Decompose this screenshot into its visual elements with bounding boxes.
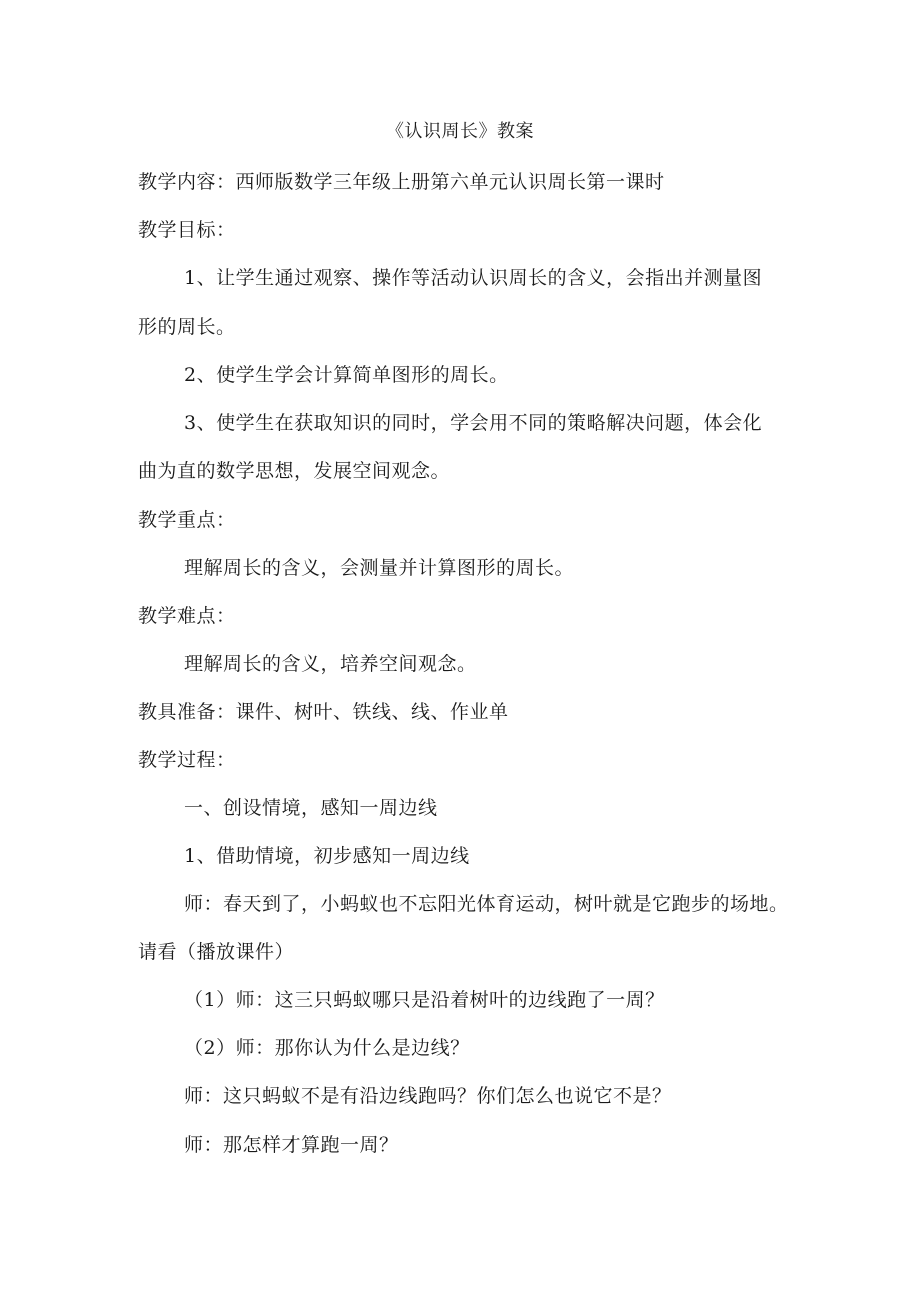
difficulty-text: 理解周长的含义，培养空间观念。: [184, 653, 477, 675]
teacher-line-2: 请看（播放课件）: [138, 941, 295, 963]
teacher-line-1: 师：春天到了，小蚂蚁也不忘阳光体育运动，树叶就是它跑步的场地。: [184, 893, 789, 915]
document-title: 《认识周长》教案: [386, 121, 534, 142]
key-point-heading: 教学重点：: [138, 509, 236, 531]
goal-3-line-2: 曲为直的数学思想，发展空间观念。: [138, 460, 451, 482]
goal-1-line-1: 1、让学生通过观察、操作等活动认识周长的含义，会指出并测量图: [184, 267, 763, 289]
process-heading: 教学过程：: [138, 749, 236, 771]
section-1-heading: 一、创设情境，感知一周边线: [184, 797, 438, 819]
question-4: 师：那怎样才算跑一周？: [184, 1134, 399, 1156]
goal-2: 2、使学生学会计算简单图形的周长。: [184, 364, 509, 386]
question-3: 师：这只蚂蚁不是有沿边线跑吗？你们怎么也说它不是？: [184, 1085, 672, 1107]
goal-1-line-2: 形的周长。: [138, 316, 236, 338]
question-2: （2）师：那你认为什么是边线？: [184, 1037, 470, 1059]
teaching-content-line: 教学内容：西师版数学三年级上册第六单元认识周长第一课时: [138, 171, 665, 193]
step-1-heading: 1、借助情境，初步感知一周边线: [184, 845, 470, 867]
difficulty-heading: 教学难点：: [138, 605, 236, 627]
goal-3-line-1: 3、使学生在获取知识的同时，学会用不同的策略解决问题，体会化: [184, 412, 763, 434]
key-point-text: 理解周长的含义，会测量并计算图形的周长。: [184, 557, 575, 579]
question-1: （1）师：这三只蚂蚁哪只是沿着树叶的边线跑了一周？: [184, 989, 665, 1011]
goals-heading: 教学目标：: [138, 219, 236, 241]
teaching-tools-line: 教具准备：课件、树叶、铁线、线、作业单: [138, 701, 509, 723]
